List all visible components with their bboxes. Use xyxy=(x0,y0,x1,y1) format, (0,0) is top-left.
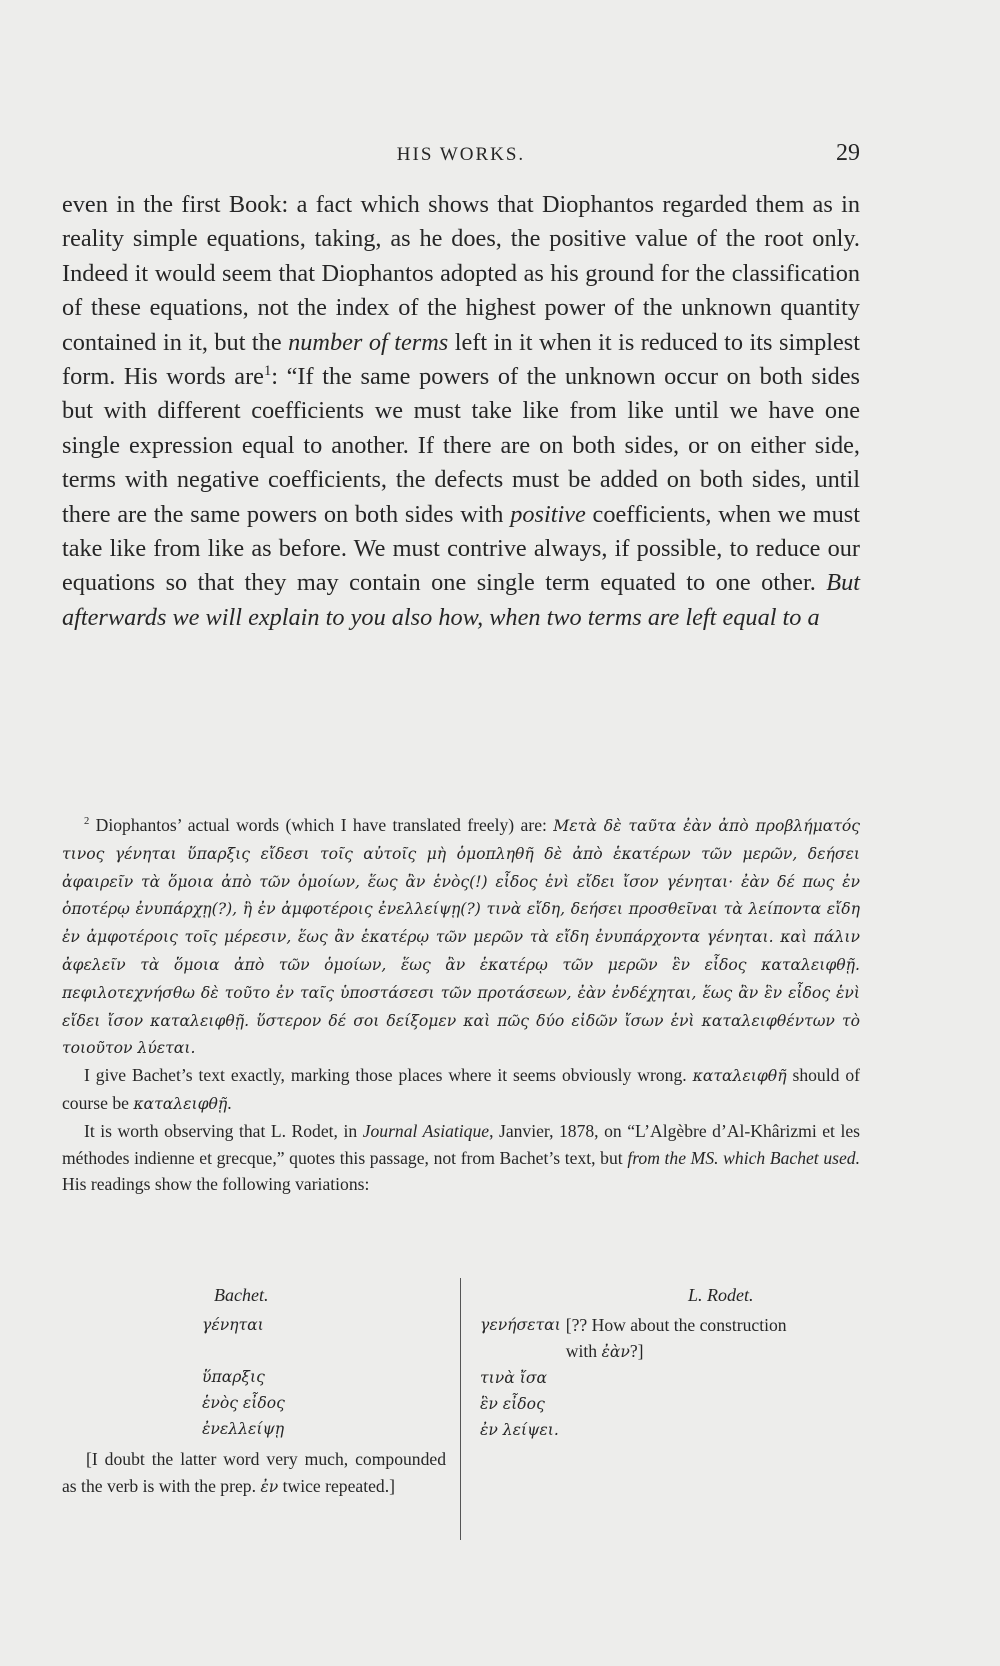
footnote-number: 2 xyxy=(84,816,90,828)
bachet-reading: γένηται xyxy=(202,1316,264,1334)
rodet-heading: L. Rodet. xyxy=(688,1285,754,1305)
emphasis-ms: from the MS. which Bachet used. xyxy=(627,1147,860,1168)
rodet-reading: ἐν λείψει. xyxy=(480,1421,559,1439)
emphasis-positive: positive xyxy=(510,500,586,528)
rodet-query-note: [?? How about the construction with ἐὰν?] xyxy=(565,1315,787,1361)
bachet-heading: Bachet. xyxy=(214,1285,269,1305)
page-number: 29 xyxy=(836,140,860,166)
rodet-reading: ἓν εἶδος xyxy=(480,1395,545,1413)
running-head: HIS WORKS. xyxy=(396,144,526,165)
bachet-reading: ἑνὸς εἶδος xyxy=(202,1394,285,1412)
journal-title: Journal Asiatique xyxy=(362,1120,490,1141)
body-paragraph: even in the first Book: a fact which shows that Diophantos regarded them as in reality simple equations, taking, as he does, the positive value of the root only. Indeed it would seem that Diophantos adopted as his ground for the classification of these equations, not the index of the highest power of the unknown quantity contained in it, but the number of terms left in it when it is reduced to its simplest form. His words are$^1$: “If the same powers of the unknown occur on both sides but with different coefficients we must take like from like until we have one single expression equal to another. If there are on both sides, or on either side, terms with negative coefficients, the defects must be added on both sides, until there are the same powers on both sides with positive coefficients, when we must take like from like as before. We must contrive always, if possible, to reduce our equations so that they may contain one single term equated to one other. But afterwards we will explain to you also how, when two terms are left equal to a xyxy=(62,191,861,631)
page-header xyxy=(62,140,860,174)
variations-table xyxy=(62,1278,860,1548)
bachet-reading: ὕπαρξις xyxy=(202,1368,265,1386)
bachet-column xyxy=(62,1278,446,1501)
greek-text: Μετὰ δὲ ταῦτα ἐὰν ἀπὸ προβλήματός τινος γένηται ὕπαρξις εἴδεσι τοῖς αὐτοῖς μὴ ὁμοπληθῆ δὲ ἀπὸ ἑκατέρων τῶν μερῶν, δεήσει ἀφαιρεῖν τὰ ὅμοια ἀπὸ τῶν ὁμοίων, ἕως ἂν ἑνὸς(!) εἶδος ἑνὶ εἴδει ἴσον γένηται· ἐὰν δέ πως ἐν ὁποτέρῳ ἐνυπάρχῃ(?), ἢ ἐν ἀμφοτέροις ἐνελλείψῃ(?) τινὰ εἴδη, δεήσει προσθεῖναι τὰ λείποντα εἴδη ἐν ἀμφοτέροις τοῖς μέρεσιν, ἕως ἂν ἑκατέρῳ τῶν μερῶν τὰ εἴδη ἐνυπάρχοντα γένηται. καὶ πάλιν ἀφελεῖν τὰ ὅμοια ἀπὸ τῶν ὁμοίων, ἕως ἂν ἑκατέρῳ τῶν μερῶν ἓν εἶδος καταλειφθῇ. πεφιλοτεχνήσθω δὲ τοῦτο ἐν ταῖς ὑποστάσεσι τῶν προτάσεων, ἐὰν ἐνδέχηται, ἕως ἂν ἓν εἶδος ἑνὶ εἴδει ἴσον καταλειφθῇ. ὕστερον δέ σοι δείξομεν καὶ πῶς δύο εἰδῶν ἴσων ἑνὶ καταλειφθέντων τὸ τοιοῦτον λύεται. xyxy=(62,817,860,1058)
column-divider xyxy=(460,1278,461,1540)
main-text xyxy=(62,188,860,635)
bachet-bracket-note: [I doubt the latter word very much, compounded as the verb is with the prep. ἐν twice repeated.] xyxy=(62,1449,446,1496)
footnote-rodet-note: It is worth observing that L. Rodet, in Journal Asiatique, Janvier, 1878, on “L’Algèbre d’Al-Khârizmi et les méthodes indienne et grecque,” quotes this passage, not from Bachet’s text, but from the MS. which Bachet used. His readings show the following variations: xyxy=(62,1120,860,1195)
footnote-greek-quote: $^2$ Diophantos’ actual words (which I have translated freely) are: Μετὰ δὲ ταῦτα ἐὰν ἀπὸ προβλήματός τινος γένηται ὕπαρξις εἴδεσι τοῖς αὐτοῖς μὴ ὁμοπληθῆ δὲ ἀπὸ ἑκατέρων τῶν μερῶν, δεήσει ἀφαιρεῖν τὰ ὅμοια ἀπὸ τῶν ὁμοίων, ἕως ἂν ἑνὸς(!) εἶδος ἑνὶ εἴδει ἴσον γένηται· ἐὰν δέ πως ἐν ὁποτέρῳ ἐνυπάρχῃ(?), ἢ ἐν ἀμφοτέροις ἐνελλείψῃ(?) τινὰ εἴδη, δεήσει προσθεῖναι τὰ λείποντα εἴδη ἐν ἀμφοτέροις τοῖς μέρεσιν, ἕως ἂν ἑκατέρῳ τῶν μερῶν τὰ εἴδη ἐνυπάρχοντα γένηται. καὶ πάλιν ἀφελεῖν τὰ ὅμοια ἀπὸ τῶν ὁμοίων, ἕως ἂν ἑκατέρῳ τῶν μερῶν ἓν εἶδος καταλειφθῇ. πεφιλοτεχνήσθω δὲ τοῦτο ἐν ταῖς ὑποστάσεσι τῶν προτάσεων, ἐὰν ἐνδέχηται, ἕως ἂν ἓν εἶδος ἑνὶ εἴδει ἴσον καταλειφθῇ. ὕστερον δέ σοι δείξομεν καὶ πῶς δύο εἰδῶν ἴσων ἑνὶ καταλειφθέντων τὸ τοιοῦτον λύεται. xyxy=(62,815,860,1058)
footnote-marker: 1 xyxy=(263,362,272,379)
bachet-reading: ἐνελλείψῃ xyxy=(202,1420,285,1438)
rodet-reading: γενήσεται [?? How about the construction with ἐὰν?] xyxy=(480,1312,860,1365)
footnote-bachet-note: I give Bachet’s text exactly, marking those places where it seems obviously wrong. καταλειφθῆ should of course be καταλειφθῇ. xyxy=(62,1065,861,1113)
emphasis-closing: But afterwards we will explain to you also how, when two terms are left equal to a xyxy=(62,569,860,631)
rodet-reading: τινὰ ἴσα xyxy=(480,1369,547,1387)
emphasis-number-of-terms: number of terms xyxy=(288,328,449,356)
footnotes xyxy=(62,812,860,1198)
rodet-column xyxy=(480,1278,860,1443)
